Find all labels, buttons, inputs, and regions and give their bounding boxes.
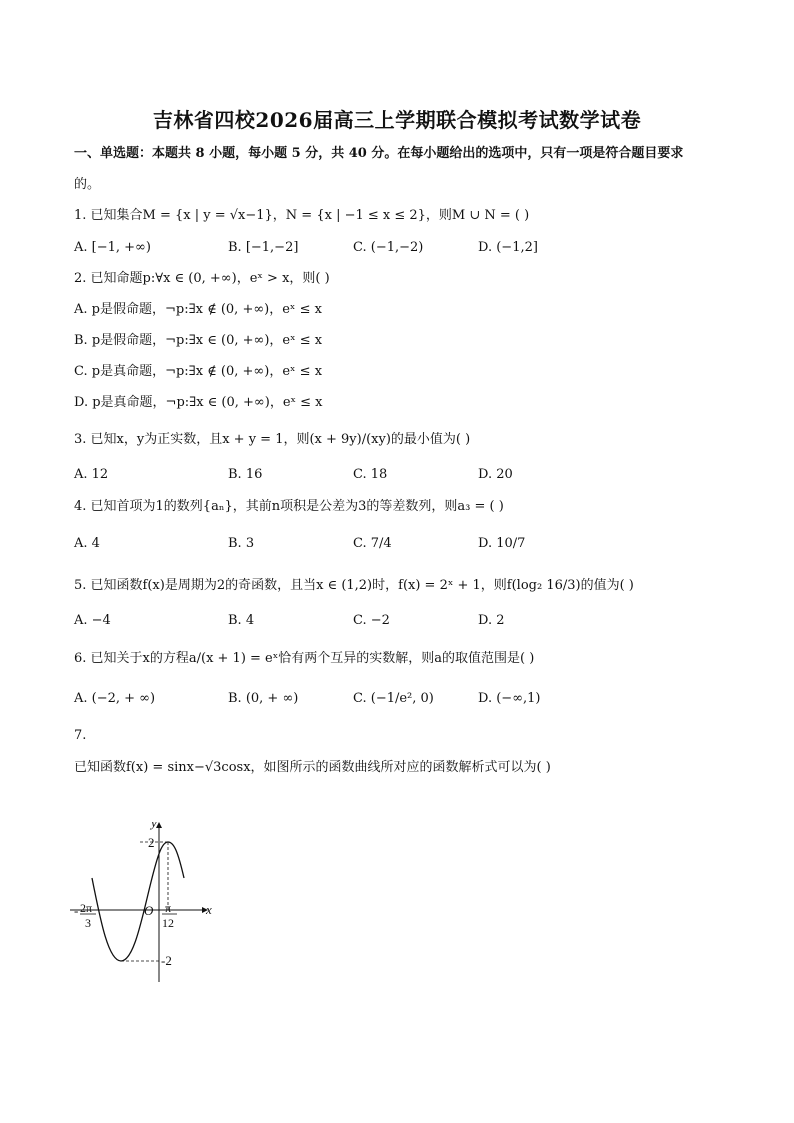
question-1-option-c[interactable]: C. (−1,−2) [353,240,424,255]
question-2-option-c[interactable]: C. p是真命题，¬p:∃x ∉ (0, +∞)，eˣ ≤ x [74,364,323,379]
question-1-option-b[interactable]: B. [−1,−2] [228,240,299,255]
y-axis-arrow [156,822,162,828]
min-value-label: -2 [161,953,172,968]
question-5-option-a[interactable]: A. −4 [74,613,111,628]
question-7-graph [64,822,224,992]
question-3-option-b[interactable]: B. 16 [228,467,263,482]
question-3-option-a[interactable]: A. 12 [74,467,109,482]
question-6-stem: 6. 已知关于x的方程a/(x + 1) = eˣ恰有两个互异的实数解，则a的取值范围是( ) [74,651,535,666]
exam-title: 吉林省四校2026届高三上学期联合模拟考试数学试卷 [152,108,642,132]
max-value-label: 2 [148,835,155,850]
question-6-option-d[interactable]: D. (−∞,1) [478,691,541,706]
right-x-label-denominator: 12 [162,916,174,930]
question-1-option-d[interactable]: D. (−1,2] [478,240,538,255]
question-7-number: 7. [74,728,87,743]
question-5-option-b[interactable]: B. 4 [228,613,255,628]
question-4-option-b[interactable]: B. 3 [228,536,255,551]
question-4-option-d[interactable]: D. 10/7 [478,536,526,551]
question-6-option-b[interactable]: B. (0, + ∞) [228,691,299,706]
question-1-stem: 1. 已知集合M = {x | y = √x−1}，N = {x | −1 ≤ x ≤ 2}，则M ∪ N = ( ) [74,208,530,223]
question-3-option-c[interactable]: C. 18 [353,467,388,482]
question-5-option-d[interactable]: D. 2 [478,613,505,628]
question-6-option-c[interactable]: C. (−1/e², 0) [353,691,434,706]
question-3-option-d[interactable]: D. 20 [478,467,513,482]
section-heading-continued: 的。 [74,177,101,192]
right-x-label-numerator: π [165,901,172,915]
question-5-option-c[interactable]: C. −2 [353,613,390,628]
question-4-option-a[interactable]: A. 4 [74,536,100,551]
question-7-stem: 已知函数f(x) = sinx−√3cosx，如图所示的函数曲线所对应的函数解析式可以为( ) [74,760,551,775]
x-axis-label: x [206,902,212,917]
question-4-stem: 4. 已知首项为1的数列{aₙ}，其前n项积是公差为3的等差数列，则a₃ = ( ) [74,499,504,514]
left-x-label-denominator: 3 [85,916,91,930]
question-2-option-b[interactable]: B. p是假命题，¬p:∃x ∈ (0, +∞)，eˣ ≤ x [74,333,323,348]
question-5-stem: 5. 已知函数f(x)是周期为2的奇函数，且当x ∈ (1,2)时，f(x) = 2ˣ + 1，则f(log₂ 16/3)的值为( ) [74,578,634,593]
question-6-option-a[interactable]: A. (−2, + ∞) [74,691,156,706]
question-2-stem: 2. 已知命题p:∀x ∈ (0, +∞)，eˣ > x，则( ) [74,271,330,286]
question-1-option-a[interactable]: A. [−1, +∞) [74,240,151,255]
question-4-option-c[interactable]: C. 7/4 [353,536,392,551]
y-axis-label: y [151,822,157,830]
question-2-option-d[interactable]: D. p是真命题，¬p:∃x ∈ (0, +∞)，eˣ ≤ x [74,395,323,410]
section-heading: 一、单选题：本题共 8 小题，每小题 5 分，共 40 分。在每小题给出的选项中，只有一项是符合题目要求 [74,146,684,161]
left-x-label-numerator: 2π [80,901,93,915]
left-x-label-sign: - [74,903,79,918]
origin-label: O [144,903,154,918]
question-2-option-a[interactable]: A. p是假命题，¬p:∃x ∉ (0, +∞)，eˣ ≤ x [74,302,322,317]
question-3-stem: 3. 已知x，y为正实数，且x + y = 1，则(x + 9y)/(xy)的最小值为( ) [74,432,471,447]
